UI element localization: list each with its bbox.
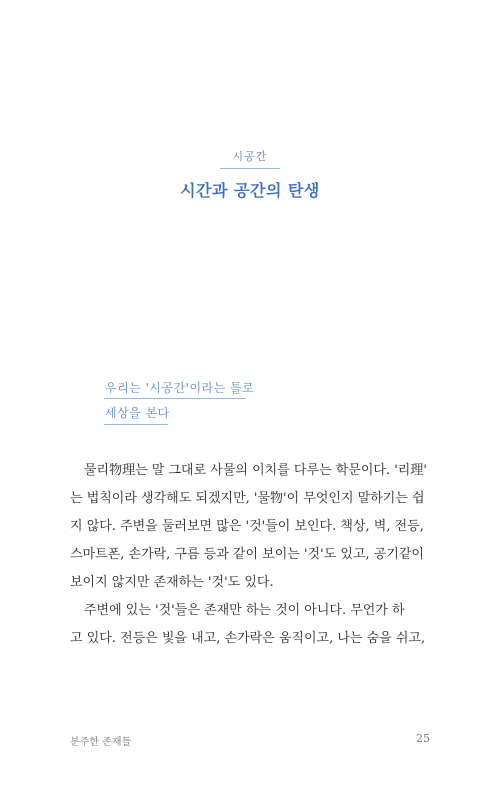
body-line: 주변에 있는 '것'들은 존재만 하는 것이 아니다. 무언가 하 bbox=[84, 603, 405, 618]
subtitle-line-1: 우리는 '시공간'이라는 틀로 bbox=[105, 381, 255, 395]
subtitle-underline-2 bbox=[104, 424, 168, 425]
body-line: 는 법칙이라 생각해도 되겠지만, '물物'이 무엇인지 말하기는 쉽 bbox=[70, 491, 425, 506]
body-line: 보이지 않지만 존재하는 '것'도 있다. bbox=[70, 575, 274, 590]
chapter-title: 시간과 공간의 탄생 bbox=[180, 181, 320, 200]
subtitle-line-2: 세상을 본다 bbox=[105, 406, 170, 420]
body-line: 물리物理는 말 그대로 사물의 이치를 다루는 학문이다. '리理' bbox=[84, 463, 427, 478]
subtitle-underline-1 bbox=[104, 398, 246, 399]
body-line: 고 있다. 전등은 빛을 내고, 손가락은 움직이고, 나는 숨을 쉬고, bbox=[70, 631, 426, 646]
chapter-label: 시공간 bbox=[232, 150, 268, 163]
footer-book-title: 분주한 존재들 bbox=[70, 737, 132, 748]
chapter-divider bbox=[220, 168, 280, 169]
page-number: 25 bbox=[416, 732, 430, 745]
body-line: 지 않다. 주변을 둘러보면 많은 '것'들이 보인다. 책상, 벽, 전등, bbox=[70, 519, 424, 534]
body-line: 스마트폰, 손가락, 구름 등과 같이 보이는 '것'도 있고, 공기같이 bbox=[70, 547, 424, 562]
